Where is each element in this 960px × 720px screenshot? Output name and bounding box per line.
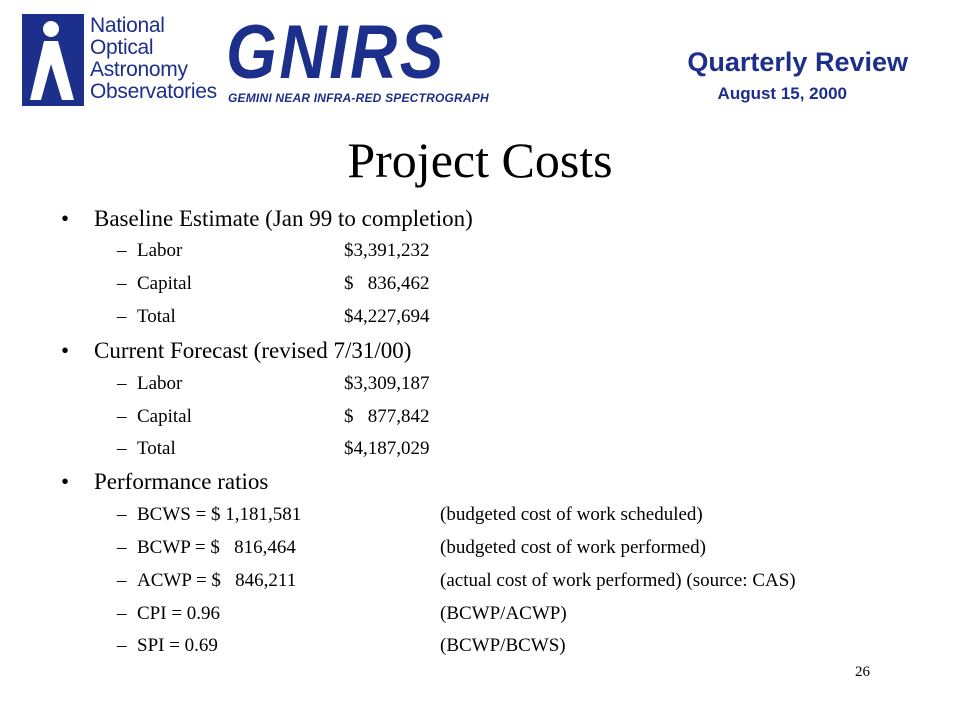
dash-icon: – [117,438,127,459]
gnirs-wordmark: GNIRS [226,10,446,95]
dash-icon: – [117,603,127,624]
item-value: (BCWP/ACWP) [440,603,567,624]
section-heading [61,337,411,365]
noao-line: Optical [90,36,154,59]
list-item [117,405,430,429]
item-label: CPI = 0.96 [137,603,221,624]
noao-logo [22,14,217,110]
dash-icon: – [117,504,127,525]
section-heading [61,205,473,233]
item-value: $ 877,842 [344,406,430,427]
item-label: Capital [137,273,192,294]
dash-icon: – [117,570,127,591]
item-value: (budgeted cost of work scheduled) [440,504,703,525]
review-title: Quarterly Review [687,47,908,77]
bullet-icon: • [61,206,70,231]
list-item [117,569,796,593]
item-value: $4,227,694 [344,306,430,327]
gnirs-subtitle: GEMINI NEAR INFRA-RED SPECTROGRAPH [228,91,489,105]
list-item [117,536,706,560]
dash-icon: – [117,406,127,427]
dash-icon: – [117,373,127,394]
page-number: 26 [855,664,870,680]
noao-line: National [90,14,165,37]
dash-icon: – [117,537,127,558]
item-label: BCWS = $ 1,181,581 [137,504,302,525]
bullet-icon: • [61,469,70,494]
bullet-icon: • [61,338,70,363]
noao-figure-icon [22,14,84,106]
noao-line: Observatories [90,80,217,103]
item-label: Total [137,306,176,327]
dash-icon: – [117,306,127,327]
item-label: Total [137,438,176,459]
review-date: August 15, 2000 [717,84,847,103]
list-item [117,503,703,527]
item-label: SPI = 0.69 [137,635,218,656]
dash-icon: – [117,240,127,261]
dash-icon: – [117,635,127,656]
slide-title: Project Costs [347,132,613,188]
section-heading-text: Current Forecast (revised 7/31/00) [94,338,412,363]
item-label: Labor [137,373,183,394]
section-heading-text: Baseline Estimate (Jan 99 to completion) [94,206,473,231]
item-value: (actual cost of work performed) (source: CAS) [440,570,796,591]
item-label: Labor [137,240,183,261]
dash-icon: – [117,273,127,294]
item-label: Capital [137,406,192,427]
list-item [117,305,430,329]
list-item [117,634,566,658]
item-value: $3,309,187 [344,373,430,394]
list-item [117,602,567,626]
item-label: ACWP = $ 846,211 [137,570,297,591]
noao-wordmark [90,15,220,103]
item-label: BCWP = $ 816,464 [137,537,296,558]
noao-line: Astronomy [90,58,188,81]
item-value: (budgeted cost of work performed) [440,537,706,558]
item-value: (BCWP/BCWS) [440,635,566,656]
section-heading [61,468,268,496]
list-item [117,239,430,263]
gnirs-logo [226,10,489,110]
item-value: $4,187,029 [344,438,430,459]
list-item [117,437,430,461]
item-value: $ 836,462 [344,273,430,294]
list-item [117,372,430,396]
list-item [117,272,430,296]
item-value: $3,391,232 [344,240,430,261]
section-heading-text: Performance ratios [94,469,269,494]
